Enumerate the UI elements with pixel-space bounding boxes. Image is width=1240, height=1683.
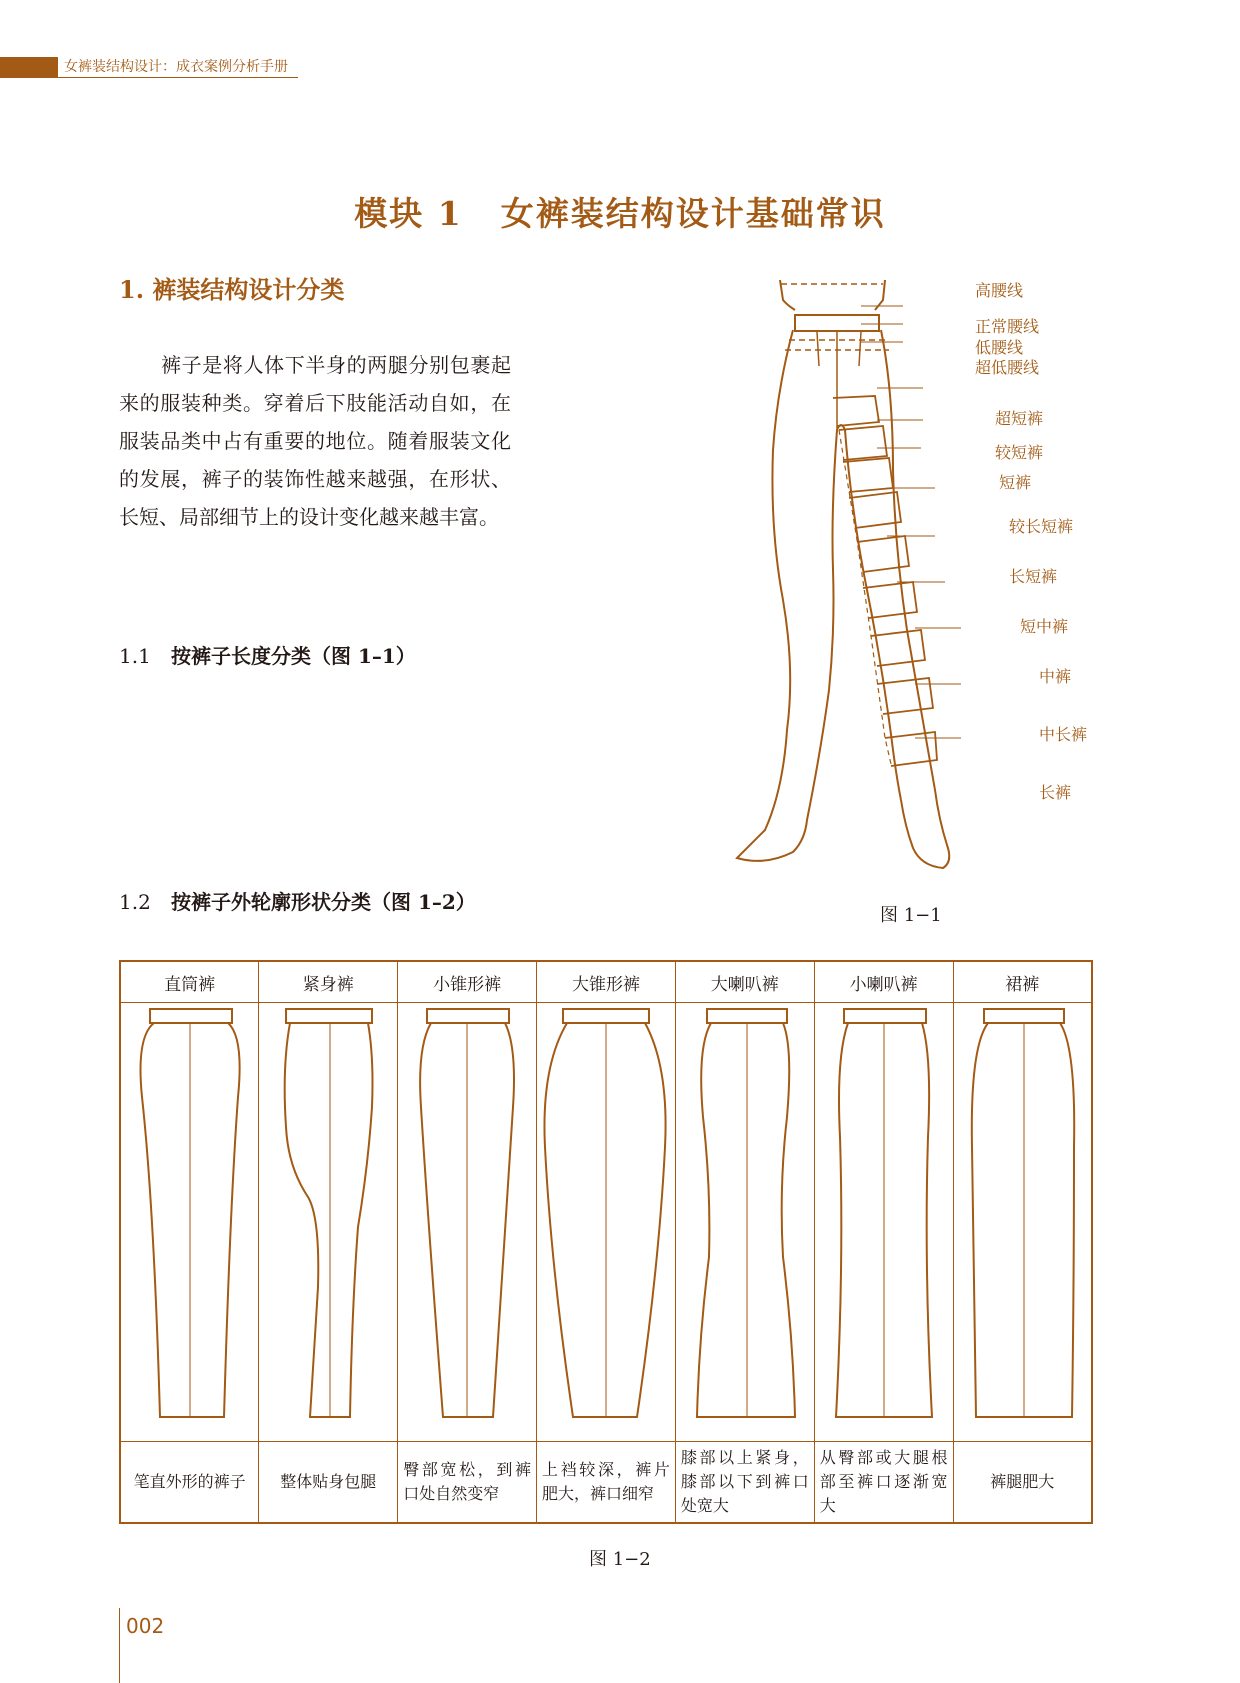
- intro-text: 裤子是将人体下半身的两腿分别包裹起来的服装种类。穿着后下肢能活动自如，在服装品类中占有重要的地位。随着服装文化的发展，裤子的装饰性越来越强，在形状、长短、局部细节上的设计变化越来越丰富。: [119, 353, 511, 529]
- table-header-row: [120, 961, 1092, 1003]
- subsection-number: 1.2: [119, 890, 151, 914]
- module-title: [0, 188, 1240, 235]
- label-length-5: 短中裤: [1020, 617, 1069, 636]
- column-header: 裙裤: [953, 961, 1092, 1003]
- small-tapered-pants-icon: [398, 1003, 537, 1442]
- subsection-1-2: [119, 886, 476, 915]
- label-normal-waist: 正常腰线: [975, 317, 1040, 336]
- straight-pants-icon: [120, 1003, 259, 1442]
- label-length-8: 长裤: [1039, 783, 1072, 802]
- section-heading: 1. 裤装结构设计分类: [119, 275, 345, 304]
- column-description: 膝部以上紧身，膝部以下到裤口处宽大: [675, 1442, 814, 1524]
- label-length-6: 中裤: [1039, 667, 1072, 686]
- running-title: 女裤装结构设计：成衣案例分析手册: [64, 59, 288, 75]
- figure-1-1-caption: 图 1−1: [880, 905, 942, 926]
- subsection-1-1: [119, 640, 416, 669]
- skinny-pants-icon: [259, 1003, 398, 1442]
- column-description: 臀部宽松，到裤口处自然变窄: [398, 1442, 537, 1524]
- header-accent-bar: [0, 57, 58, 78]
- column-header: 小喇叭裤: [814, 961, 953, 1003]
- small-flare-pants-icon: [814, 1003, 953, 1442]
- subsection-text: 按裤子长度分类（图 1–1）: [171, 644, 416, 668]
- wide-flare-pants-icon: [675, 1003, 814, 1442]
- label-low-waist: 低腰线: [975, 338, 1024, 357]
- culottes-icon: [953, 1003, 1092, 1442]
- column-description: 上裆较深，裤片肥大，裤口细窄: [537, 1442, 676, 1524]
- label-ultra-low-waist: 超低腰线: [975, 358, 1040, 377]
- column-header: 紧身裤: [259, 961, 398, 1003]
- subsection-text: 按裤子外轮廓形状分类（图 1–2）: [171, 890, 476, 914]
- intro-paragraph: [119, 346, 511, 536]
- table-illustration-row: [120, 1003, 1092, 1442]
- page-number-rule: [119, 1608, 120, 1683]
- column-description: 整体贴身包腿: [259, 1442, 398, 1524]
- subsection-number: 1.1: [119, 644, 151, 668]
- column-header: 小锥形裤: [398, 961, 537, 1003]
- column-header: 大喇叭裤: [675, 961, 814, 1003]
- table-description-row: [120, 1442, 1092, 1524]
- module-label: 模块 1: [354, 194, 463, 233]
- label-length-2: 短裤: [999, 473, 1032, 492]
- label-length-0: 超短裤: [995, 409, 1044, 428]
- label-length-4: 长短裤: [1009, 567, 1058, 586]
- large-tapered-pants-icon: [537, 1003, 676, 1442]
- label-high-waist: 高腰线: [975, 281, 1024, 300]
- column-description: 裤腿肥大: [953, 1442, 1092, 1524]
- module-title-text: 女裤装结构设计基础常识: [500, 194, 886, 233]
- header-rule: [58, 77, 298, 78]
- label-length-1: 较短裤: [995, 443, 1044, 462]
- figure-1-2-caption: 图 1−2: [589, 1549, 651, 1570]
- figure-1-2-silhouette-table: [119, 960, 1093, 1524]
- page-number: 002: [126, 1614, 165, 1638]
- column-header: 大锥形裤: [537, 961, 676, 1003]
- column-description: 笔直外形的裤子: [120, 1442, 259, 1524]
- label-length-3: 较长短裤: [1009, 517, 1074, 536]
- column-header: 直筒裤: [120, 961, 259, 1003]
- column-description: 从臀部或大腿根部至裤口逐渐宽大: [814, 1442, 953, 1524]
- label-length-7: 中长裤: [1039, 725, 1088, 744]
